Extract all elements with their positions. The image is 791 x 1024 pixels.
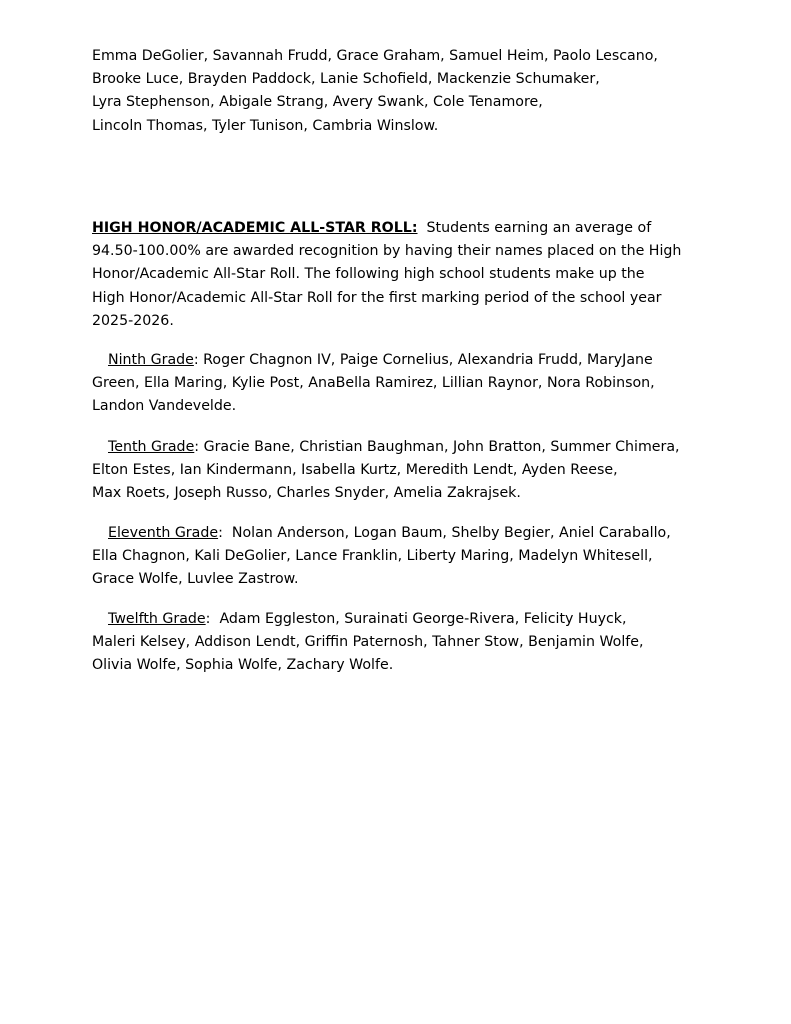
- grade-names-line: Ella Chagnon, Kali DeGolier, Lance Franklin, Liberty Maring, Madelyn Whitesell,: [92, 548, 653, 565]
- grade-names-line: Green, Ella Maring, Kylie Post, AnaBella Ramirez, Lillian Raynor, Nora Robinson,: [92, 375, 655, 392]
- grade-first-line: [92, 349, 732, 372]
- intro-list-line: Lincoln Thomas, Tyler Tunison, Cambria Winslow.: [92, 117, 439, 134]
- intro-list-line: Emma DeGolier, Savannah Frudd, Grace Graham, Samuel Heim, Paolo Lescano,: [92, 48, 658, 64]
- high-honor-text-line: Honor/Academic All-Star Roll. The following high school students make up the: [92, 266, 645, 283]
- high-honor-text-line: 2025-2026.: [92, 312, 174, 329]
- grade-names-line: Maleri Kelsey, Addison Lendt, Griffin Paternosh, Tahner Stow, Benjamin Wolfe,: [92, 634, 644, 651]
- tenth-grade-section: [92, 436, 732, 506]
- grade-names-line: Elton Estes, Ian Kindermann, Isabella Kurtz, Meredith Lendt, Ayden Reese,: [92, 462, 618, 479]
- grade-names-line: Max Roets, Joseph Russo, Charles Snyder, Amelia Zakrajsek.: [92, 485, 521, 502]
- grade-names-line: Landon Vandevelde.: [92, 398, 237, 415]
- high-honor-intro-text: Students earning an average of: [417, 220, 652, 236]
- eleventh-grade-section: [92, 522, 732, 592]
- intro-name-list: [92, 45, 732, 138]
- grade-first-line: [92, 608, 732, 631]
- high-honor-text-line: 94.50-100.00% are awarded recognition by having their names placed on the High: [92, 243, 682, 260]
- twelfth-grade-section: [92, 608, 732, 678]
- eleventh-grade-label: Eleventh Grade: [108, 525, 219, 541]
- ninth-grade-label: Ninth Grade: [108, 352, 194, 368]
- grade-names: : Roger Chagnon IV, Paige Cornelius, Alexandria Frudd, MaryJane: [193, 352, 653, 368]
- grade-names: : Adam Eggleston, Surainati George-Rivera, Felicity Huyck,: [205, 611, 627, 627]
- ninth-grade-section: [92, 349, 732, 419]
- high-honor-section: [92, 217, 732, 333]
- twelfth-grade-label: Twelfth Grade: [108, 611, 206, 627]
- grade-names-line: Grace Wolfe, Luvlee Zastrow.: [92, 571, 299, 588]
- intro-list-line: Lyra Stephenson, Abigale Strang, Avery Swank, Cole Tenamore,: [92, 94, 543, 111]
- intro-list-line: Brooke Luce, Brayden Paddock, Lanie Schofield, Mackenzie Schumaker,: [92, 71, 600, 88]
- grade-names: : Gracie Bane, Christian Baughman, John Bratton, Summer Chimera,: [194, 439, 680, 455]
- high-honor-heading: HIGH HONOR/ACADEMIC ALL-STAR ROLL:: [92, 220, 418, 236]
- high-honor-first-line: [92, 217, 732, 240]
- tenth-grade-label: Tenth Grade: [108, 439, 195, 455]
- grade-first-line: [92, 522, 732, 545]
- grade-names-line: Olivia Wolfe, Sophia Wolfe, Zachary Wolfe.: [92, 657, 394, 674]
- grade-names: : Nolan Anderson, Logan Baum, Shelby Begier, Aniel Caraballo,: [218, 525, 671, 541]
- high-honor-text-line: High Honor/Academic All-Star Roll for the first marking period of the school year: [92, 289, 662, 306]
- grade-first-line: [92, 436, 732, 459]
